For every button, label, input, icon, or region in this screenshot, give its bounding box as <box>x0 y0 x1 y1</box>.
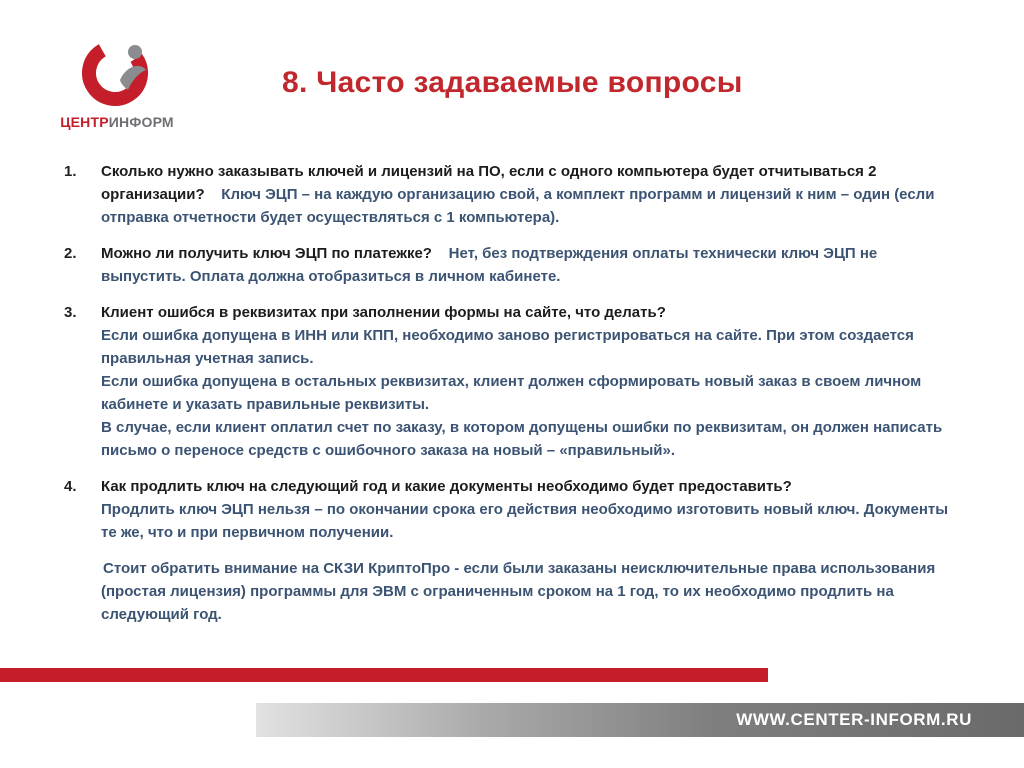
faq-item-1 <box>64 160 964 229</box>
faq-question: Как продлить ключ на следующий год и какие документы необходимо будет предоставить? <box>101 478 792 495</box>
logo-text-part1: ЦЕНТР <box>60 114 109 130</box>
faq-note: Стоит обратить внимание на СКЗИ КриптоПро - если были заказаны неисключительные права использования (простая лицензия) программы для ЭВМ с ограниченным сроком на 1 год, то их необходимо продлить на следующий год. <box>101 560 936 623</box>
footer-bar <box>256 703 1024 737</box>
faq-question: Сколько нужно заказывать ключей и лицензий на ПО, если с одного компьютера будет отчитываться 2 организации? <box>101 163 877 203</box>
faq-answer: Продлить ключ ЭЦП нельзя – по окончании срока его действия необходимо изготовить новый ключ. Документы те же, что и при первичном получении. <box>101 501 949 541</box>
faq-answer: Если ошибка допущена в ИНН или КПП, необходимо заново регистрироваться на сайте. При этом создается правильная учетная запись. <box>101 327 914 367</box>
faq-question: Можно ли получить ключ ЭЦП по платежке? <box>101 245 432 262</box>
logo-text <box>52 114 182 130</box>
page-title: 8. Часто задаваемые вопросы <box>282 66 743 99</box>
faq-question: Клиент ошибся в реквизитах при заполнении формы на сайте, что делать? <box>101 304 666 321</box>
footer-url: WWW.CENTER-INFORM.RU <box>736 710 972 729</box>
logo <box>52 36 182 136</box>
faq-number: 3. <box>64 304 77 321</box>
red-divider-bar <box>0 668 768 682</box>
faq-answer: В случае, если клиент оплатил счет по заказу, в котором допущены ошибки по реквизитам, он должен написать письмо о переносе средств с ошибочного заказа на новый – «правильный». <box>101 419 943 459</box>
faq-answer: Ключ ЭЦП – на каждую организацию свой, а комплект программ и лицензий к ним – один (если отправка отчетности будет осуществляться с 1 компьютера). <box>101 186 935 226</box>
faq-number: 2. <box>64 245 77 262</box>
faq-item-3 <box>64 301 964 462</box>
logo-text-part2: ИНФОРМ <box>108 114 174 130</box>
faq-number: 1. <box>64 163 77 180</box>
faq-item-4 <box>64 475 964 544</box>
faq-number: 4. <box>64 478 77 495</box>
faq-answer: Если ошибка допущена в остальных реквизитах, клиент должен сформировать новый заказ в своем личном кабинете и указать правильные реквизиты. <box>101 373 922 413</box>
logo-emblem-icon <box>80 36 154 110</box>
faq-item-2 <box>64 242 964 288</box>
faq-answer: Нет, без подтверждения оплаты технически ключ ЭЦП не выпустить. Оплата должна отобразиться в личном кабинете. <box>101 245 878 285</box>
faq-list <box>64 160 964 626</box>
